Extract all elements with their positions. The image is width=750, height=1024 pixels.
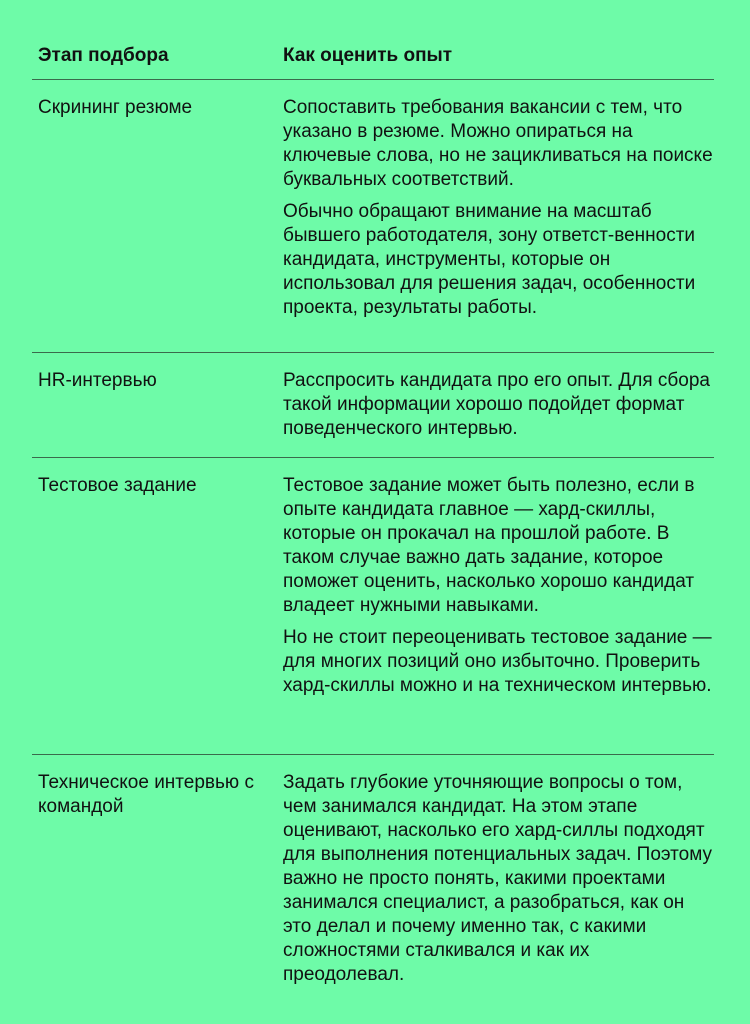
stage-cell: Техническое интервью с командой: [38, 772, 254, 817]
header-evaluation: Как оценить опыт: [283, 45, 453, 66]
table-row: [32, 80, 714, 353]
header-stage: Этап подбора: [38, 45, 169, 66]
evaluation-paragraph: Но не стоит переоценивать тестовое задание — для многих позиций оно избыточно. Проверить хард-скиллы можно и на техническом интервью.: [283, 627, 712, 696]
table-row: [32, 353, 714, 458]
evaluation-cell: [283, 771, 713, 987]
evaluation-cell: [283, 369, 713, 441]
evaluation-cell: [283, 96, 713, 320]
table-header: [32, 0, 714, 80]
hiring-stages-table: [32, 0, 714, 985]
stage-cell: Тестовое задание: [38, 475, 197, 496]
evaluation-paragraph: Обычно обращают внимание на масштаб бывшего работодателя, зону ответст-венности кандидата, инструменты, которые он использовал для решения задач, особенности проекта, результаты работы.: [283, 201, 696, 318]
evaluation-paragraph: Сопоставить требования вакансии с тем, что указано в резюме. Можно опираться на ключевые слова, но не зацикливаться на поиске буквальных соответствий.: [283, 97, 713, 190]
table-row: [32, 755, 714, 1024]
table-row: [32, 458, 714, 755]
evaluation-paragraph: Задать глубокие уточняющие вопросы о том, чем занимался кандидат. На этом этапе оценивают, насколько его хард-силлы подходят для выполнения потенциальных задач. Поэтому важно не просто понять, какими проектами занимался специалист, а разобраться, как он это делал и почему именно так, с какими сложностями сталкивался и как их преодолевал.: [283, 772, 713, 985]
stage-cell: Скрининг резюме: [38, 97, 193, 118]
evaluation-cell: [283, 474, 713, 698]
evaluation-paragraph: Расспросить кандидата про его опыт. Для сбора такой информации хорошо подойдет формат поведенческого интервью.: [283, 370, 710, 439]
evaluation-paragraph: Тестовое задание может быть полезно, если в опыте кандидата главное — хард-скиллы, которые он прокачал на прошлой работе. В таком случае важно дать задание, которое поможет оценить, насколько хорошо кандидат владеет нужными навыками.: [283, 475, 695, 616]
stage-cell: HR-интервью: [38, 370, 157, 391]
